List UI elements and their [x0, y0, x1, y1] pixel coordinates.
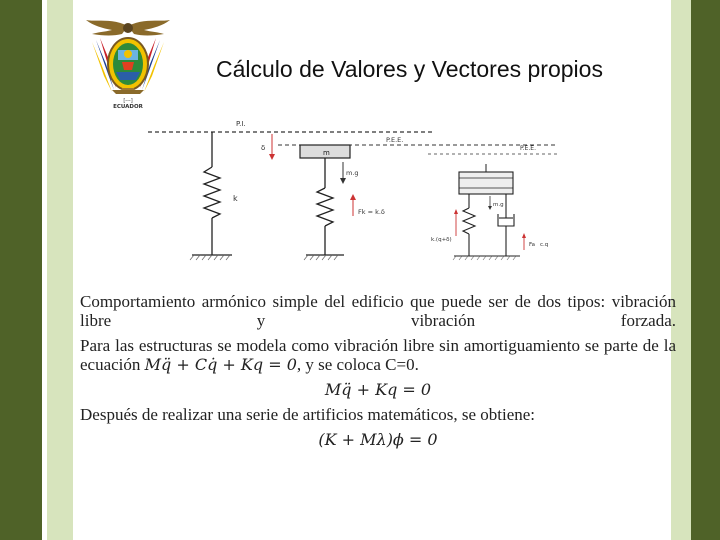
label-mg-1: m.g [346, 169, 359, 177]
right-dark-band [691, 0, 720, 540]
mass-block-2 [459, 172, 513, 194]
slide-title: Cálculo de Valores y Vectores propios [216, 56, 603, 82]
inline-equation: Mq̈ + Cq̇ + Kq = 0 [144, 355, 297, 374]
label-m1: m [323, 149, 330, 157]
label-k: k [233, 194, 238, 203]
slide-body [80, 292, 676, 455]
left-light-band [47, 0, 73, 540]
label-force: Fk = k.δ [358, 208, 385, 216]
equation-2: (K + Mλ)ϕ = 0 [318, 430, 438, 449]
paragraph-2-end: , y se coloca C=0. [296, 355, 419, 374]
coat-of-arms-logo [82, 16, 174, 112]
label-fa: Fa [529, 242, 536, 248]
label-mg-2: m.g [493, 202, 504, 208]
right-spring [463, 194, 475, 256]
label-kq: k.(q+δ) [431, 237, 452, 243]
label-pee-2: P.E.E. [520, 145, 536, 152]
paragraph-1: Comportamiento armónico simple del edificio que puede ser de dos tipos: vibración libre y vibración forzada. [80, 292, 676, 330]
logo-caption-top: [---] [123, 98, 133, 104]
left-dark-band [0, 0, 42, 540]
paragraph-2 [80, 336, 676, 374]
label-cq: c.q [540, 242, 549, 248]
paragraph-2-start: Para las estructuras se modela como vibración libre sin amortiguamiento se parte de la ecuación [80, 336, 676, 374]
label-pee-1: P.E.E. [386, 136, 404, 144]
right-light-band [671, 0, 691, 540]
middle-spring [304, 158, 344, 260]
paragraph-3: Después de realizar una serie de artificios matemáticos, se obtiene: [80, 405, 536, 424]
label-pi: P.I. [236, 120, 246, 128]
left-spring [190, 132, 232, 260]
spring-mass-diagram [148, 112, 568, 272]
equation-1: Mq̈ + Kq = 0 [324, 380, 432, 399]
label-delta: δ [261, 144, 266, 152]
logo-caption-bottom: ECUADOR [113, 104, 143, 110]
